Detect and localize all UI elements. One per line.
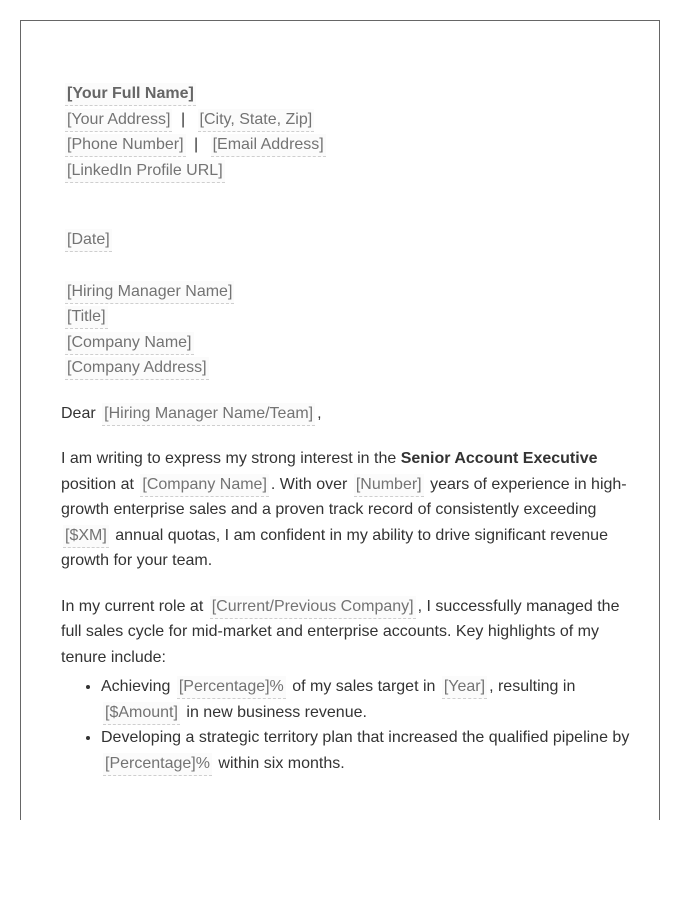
highlight-text: Achieving [101, 678, 171, 695]
role-title: Senior Account Executive [400, 450, 598, 467]
highlight-text: in new business revenue. [186, 703, 367, 721]
experience-text-2: , I successfully managed the full sales cycle for mid-market and enterprise accounts. Key highlights of my tenure include: [61, 597, 620, 666]
amount-field[interactable]: [$Amount] [103, 702, 180, 725]
list-item [101, 725, 631, 776]
sender-header [61, 81, 631, 381]
salutation-prefix: Dear [61, 404, 96, 422]
percentage-field[interactable]: [Percentage]% [103, 753, 212, 776]
experience-paragraph [61, 594, 631, 671]
date-field[interactable]: [Date] [65, 229, 112, 252]
company-name-inline-field[interactable]: [Company Name] [140, 474, 269, 497]
list-item [101, 674, 631, 725]
highlight-text: of my sales target in [292, 678, 436, 695]
intro-text-4: years of experience in high-growth enterprise sales and a proven track record of consistently exceeding [61, 475, 627, 518]
intro-text-2: position at [61, 475, 134, 493]
intro-text-3: . With over [270, 475, 348, 493]
current-company-field[interactable]: [Current/Previous Company] [210, 596, 416, 619]
intro-text-1: I am writing to express my strong interest in the [61, 450, 397, 467]
separator: | [180, 110, 186, 128]
quota-amount-field[interactable]: [$XM] [63, 525, 109, 548]
linkedin-field[interactable]: [LinkedIn Profile URL] [65, 160, 225, 183]
highlight-text: within six months. [218, 754, 345, 772]
years-number-field[interactable]: [Number] [354, 474, 424, 497]
full-name-field[interactable]: [Your Full Name] [65, 83, 196, 106]
highlights-list [61, 674, 631, 776]
salutation [61, 401, 631, 427]
experience-text-1: In my current role at [61, 597, 204, 615]
company-address-field[interactable]: [Company Address] [65, 357, 209, 380]
highlight-text: , resulting in [489, 678, 576, 695]
hiring-manager-name-field[interactable]: [Hiring Manager Name] [65, 281, 234, 304]
document-page [20, 20, 660, 820]
salutation-suffix: , [317, 404, 322, 422]
address-field[interactable]: [Your Address] [65, 109, 172, 132]
salutation-name-field[interactable]: [Hiring Manager Name/Team] [102, 403, 315, 426]
letter-body [61, 81, 631, 776]
email-field[interactable]: [Email Address] [211, 134, 326, 157]
percentage-field[interactable]: [Percentage]% [177, 676, 286, 699]
intro-paragraph [61, 446, 631, 574]
city-state-zip-field[interactable]: [City, State, Zip] [198, 109, 315, 132]
separator: | [193, 136, 199, 153]
title-field[interactable]: [Title] [65, 306, 108, 329]
company-name-field[interactable]: [Company Name] [65, 332, 194, 355]
intro-text-5: annual quotas, I am confident in my ability to drive significant revenue growth for your team. [61, 526, 608, 569]
phone-field[interactable]: [Phone Number] [65, 134, 186, 157]
highlight-text: Developing a strategic territory plan that increased the qualified pipeline by [101, 729, 630, 746]
year-field[interactable]: [Year] [442, 676, 487, 699]
